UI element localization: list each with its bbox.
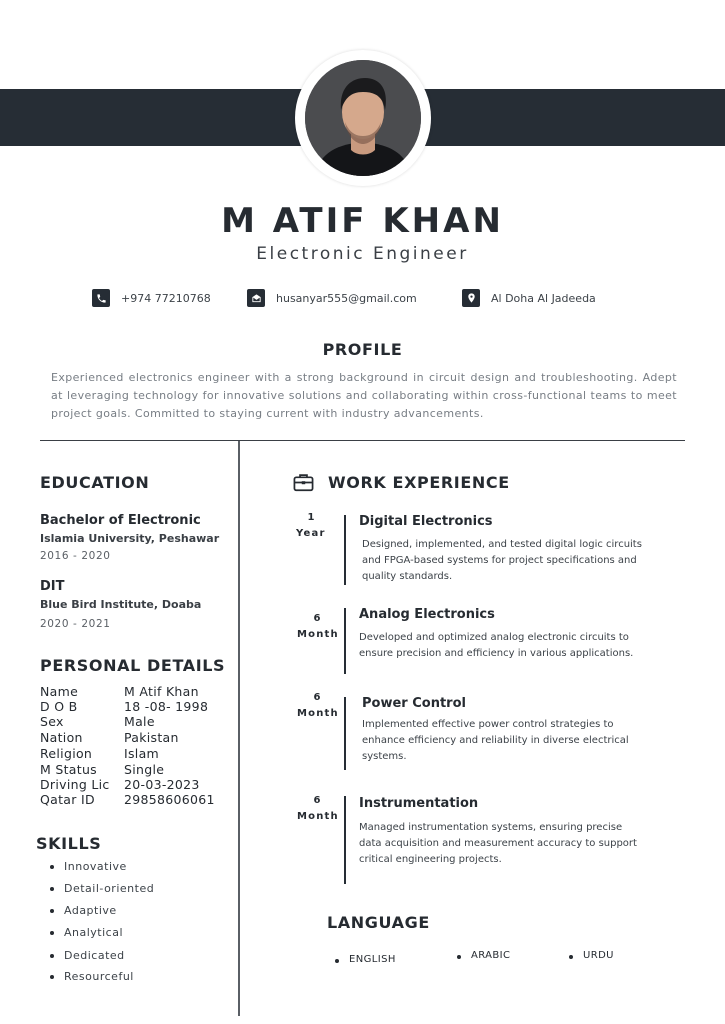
job-desc-line: Managed instrumentation systems, ensuring precise xyxy=(359,822,623,833)
bullet-dot xyxy=(50,975,54,979)
personal-label: Sex xyxy=(40,714,64,729)
personal-value: Pakistan xyxy=(124,730,179,745)
job-title: Instrumentation xyxy=(359,796,479,811)
profile-photo xyxy=(305,60,421,176)
skill-text: Dedicated xyxy=(64,949,125,962)
email-text: husanyar555@gmail.com xyxy=(276,291,417,305)
job-title: Power Control xyxy=(362,696,466,711)
job-duration-number: 1 xyxy=(307,512,315,523)
education-years: 2020 - 2021 xyxy=(40,618,111,630)
personal-row xyxy=(40,792,230,807)
personal-value: 20-03-2023 xyxy=(124,777,200,792)
job-timeline-bar xyxy=(344,697,346,770)
skill-text: Adaptive xyxy=(64,904,117,917)
education-degree: DIT xyxy=(40,579,65,594)
job-duration-number: 6 xyxy=(313,613,321,624)
personal-label: Name xyxy=(40,684,79,699)
personal-label: Religion xyxy=(40,746,93,761)
personal-label: Driving Lic xyxy=(40,777,110,792)
job-title: Analog Electronics xyxy=(359,607,495,622)
education-degree: Bachelor of Electronic xyxy=(40,513,201,528)
job-duration-unit: Year xyxy=(296,528,326,539)
personal-row xyxy=(40,746,230,761)
personal-value: Male xyxy=(124,714,155,729)
skill-text: Resourceful xyxy=(64,970,134,983)
bullet-dot xyxy=(457,955,461,959)
location-text: Al Doha Al Jadeeda xyxy=(491,291,596,305)
job-timeline-bar xyxy=(344,796,346,884)
language-text: URDU xyxy=(583,950,614,961)
job-description xyxy=(359,820,637,868)
briefcase-icon xyxy=(293,473,314,496)
job-desc-line: quality standards. xyxy=(362,571,453,582)
bullet-dot xyxy=(50,865,54,869)
work-experience-heading: WORK EXPERIENCE xyxy=(328,473,510,492)
job-timeline-bar xyxy=(344,608,346,674)
profile-photo-frame xyxy=(295,50,431,186)
skill-text: Detail-oriented xyxy=(64,882,155,895)
job-timeline-bar xyxy=(344,515,346,585)
job-desc-line: ensure precision and efficiency in various applications. xyxy=(359,648,634,659)
job-title: Digital Electronics xyxy=(359,514,493,529)
personal-value: Islam xyxy=(124,746,160,761)
personal-row xyxy=(40,699,230,714)
candidate-name: M ATIF KHAN xyxy=(221,201,504,241)
job-desc-line: enhance efficiency and reliability in diverse electrical xyxy=(362,735,629,746)
bullet-dot xyxy=(50,909,54,913)
job-desc-line: critical engineering projects. xyxy=(359,854,502,865)
phone-icon xyxy=(92,289,110,307)
language-heading: LANGUAGE xyxy=(327,913,430,932)
job-duration-unit: Month xyxy=(297,629,339,640)
personal-row xyxy=(40,777,230,792)
skill-text: Innovative xyxy=(64,860,127,873)
divider-horizontal xyxy=(40,440,685,441)
divider-vertical xyxy=(238,441,240,1016)
personal-row xyxy=(40,714,230,729)
location-pin-icon xyxy=(462,289,480,307)
contact-email[interactable] xyxy=(247,288,417,308)
job-desc-line: data acquisition and measurement accuracy to support xyxy=(359,838,637,849)
education-school: Blue Bird Institute, Doaba xyxy=(40,598,202,611)
bullet-dot xyxy=(50,887,54,891)
personal-label: Nation xyxy=(40,730,83,745)
job-desc-line: Developed and optimized analog electronic circuits to xyxy=(359,632,629,643)
personal-details-heading: PERSONAL DETAILS xyxy=(40,656,226,675)
bullet-dot xyxy=(569,955,573,959)
job-duration-unit: Month xyxy=(297,811,339,822)
personal-row xyxy=(40,730,230,745)
personal-row xyxy=(40,762,230,777)
email-icon xyxy=(247,289,265,307)
job-title: Electronic Engineer xyxy=(256,244,469,264)
phone-text: +974 77210768 xyxy=(121,291,211,305)
bullet-dot xyxy=(50,931,54,935)
job-duration-number: 6 xyxy=(313,795,321,806)
job-desc-line: and FPGA-based systems for project specifications and xyxy=(362,555,637,566)
personal-value: Single xyxy=(124,762,165,777)
job-description xyxy=(362,717,629,765)
education-heading: EDUCATION xyxy=(40,473,150,492)
personal-label: Qatar ID xyxy=(40,792,95,807)
education-years: 2016 - 2020 xyxy=(40,550,111,562)
job-description xyxy=(362,537,642,585)
personal-label: D O B xyxy=(40,699,78,714)
job-desc-line: Designed, implemented, and tested digital logic circuits xyxy=(362,539,642,550)
contact-location xyxy=(462,288,596,308)
job-duration-number: 6 xyxy=(313,692,321,703)
education-school: Islamia University, Peshawar xyxy=(40,532,220,545)
bullet-dot xyxy=(335,959,339,963)
personal-row xyxy=(40,684,230,699)
job-description xyxy=(359,630,633,662)
contact-phone[interactable] xyxy=(92,288,211,308)
language-text: ARABIC xyxy=(471,950,511,961)
profile-summary: Experienced electronics engineer with a strong background in circuit design and troubleshooting. Adept at leveraging technology for innovative solutions and collaborating within cross-functional teams to meet project goals. Committed to staying current with industry advancements. xyxy=(51,371,677,420)
language-text: ENGLISH xyxy=(349,954,396,965)
personal-value: M Atif Khan xyxy=(124,684,199,699)
skill-text: Analytical xyxy=(64,926,124,939)
job-desc-line: Implemented effective power control strategies to xyxy=(362,719,614,730)
profile-heading: PROFILE xyxy=(322,340,403,359)
bullet-dot xyxy=(50,954,54,958)
skills-heading: SKILLS xyxy=(36,834,102,853)
personal-label: M Status xyxy=(40,762,97,777)
job-desc-line: systems. xyxy=(362,751,407,762)
personal-value: 18 -08- 1998 xyxy=(124,699,209,714)
personal-value: 29858606061 xyxy=(124,792,215,807)
job-duration-unit: Month xyxy=(297,708,339,719)
